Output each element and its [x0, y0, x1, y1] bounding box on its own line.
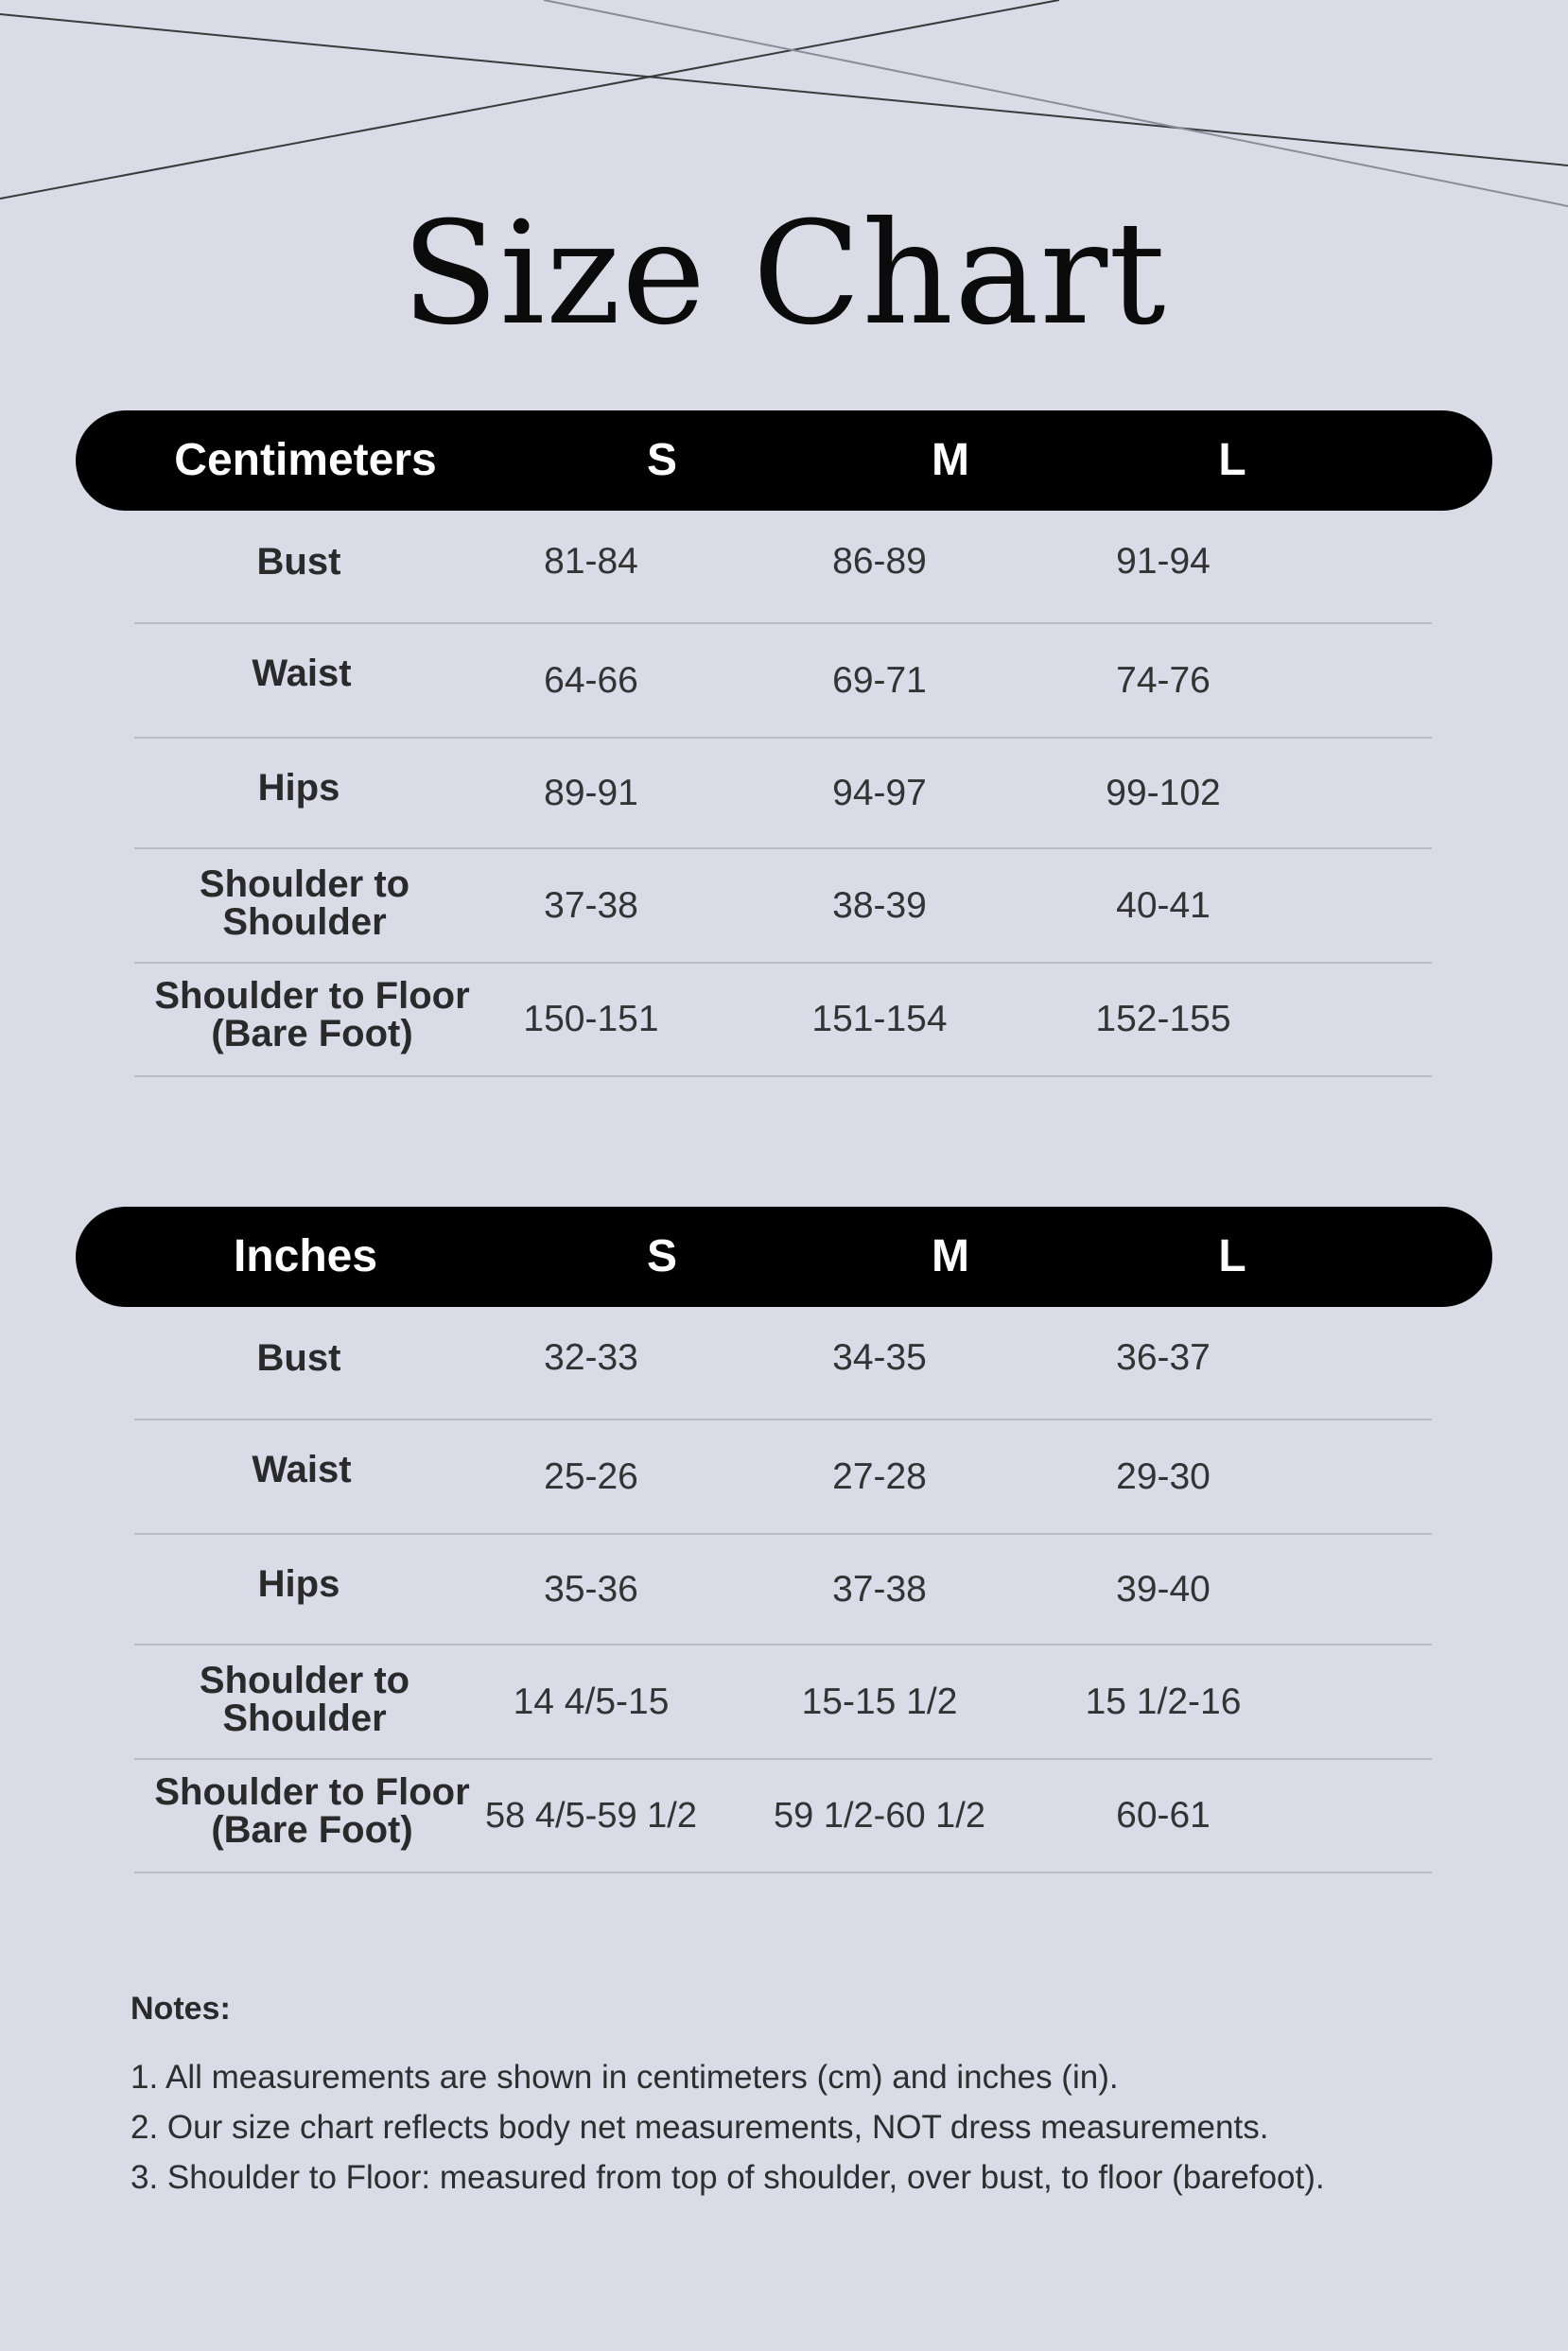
value-m: 151-154	[811, 999, 948, 1039]
value-l: 29-30	[1116, 1455, 1211, 1497]
notes-section	[131, 1991, 1511, 2203]
value-l: 40-41	[1116, 884, 1211, 926]
unit-header: Centimeters	[174, 435, 437, 485]
value-l: 99-102	[1106, 772, 1221, 813]
value-l: 15 1/2-16	[1085, 1681, 1242, 1722]
table-row	[134, 1760, 1432, 1873]
row-label: Waist	[252, 652, 352, 694]
table-row	[134, 739, 1432, 849]
value-m: 34-35	[832, 1337, 927, 1378]
size-header-l: L	[1218, 1231, 1246, 1281]
notes-title: Notes:	[131, 1991, 231, 2027]
value-m: 69-71	[832, 659, 927, 701]
note-item: 3. Shoulder to Floor: measured from top of shoulder, over bust, to floor (barefoot).	[131, 2159, 1325, 2196]
value-m: 27-28	[832, 1455, 927, 1497]
row-label: Hips	[257, 766, 340, 809]
value-s: 14 4/5-15	[513, 1681, 670, 1722]
value-l: 152-155	[1095, 999, 1231, 1039]
size-header-m: M	[932, 1231, 969, 1281]
table-row	[134, 1307, 1432, 1420]
size-table-centimeters	[76, 410, 1492, 1072]
row-label: Hips	[257, 1562, 340, 1605]
value-l: 91-94	[1116, 541, 1211, 582]
value-s: 58 4/5-59 1/2	[485, 1795, 697, 1836]
row-label: Shoulder to Shoulder	[199, 1659, 410, 1739]
table-row	[134, 1420, 1432, 1535]
table-header-bar	[76, 410, 1492, 511]
table-row	[134, 511, 1432, 624]
note-item: 1. All measurements are shown in centimeters (cm) and inches (in).	[131, 2059, 1119, 2096]
value-m: 94-97	[832, 772, 927, 813]
size-header-m: M	[932, 435, 969, 485]
value-m: 59 1/2-60 1/2	[774, 1795, 985, 1836]
table-rows	[134, 511, 1432, 1077]
table-row	[134, 1535, 1432, 1646]
value-s: 32-33	[544, 1337, 638, 1378]
value-s: 89-91	[544, 772, 638, 813]
table-row	[134, 1646, 1432, 1760]
value-m: 37-38	[832, 1568, 927, 1610]
table-row	[134, 849, 1432, 964]
value-l: 39-40	[1116, 1568, 1211, 1610]
size-table-inches	[76, 1207, 1492, 1869]
note-item: 2. Our size chart reflects body net measurements, NOT dress measurements.	[131, 2109, 1269, 2146]
value-l: 74-76	[1116, 659, 1211, 701]
table-rows	[134, 1307, 1432, 1873]
size-header-s: S	[646, 435, 677, 485]
value-m: 86-89	[832, 541, 927, 582]
value-l: 36-37	[1116, 1337, 1211, 1378]
table-header-bar	[76, 1207, 1492, 1307]
table-row	[134, 964, 1432, 1077]
size-header-l: L	[1218, 435, 1246, 485]
row-label: Waist	[252, 1448, 352, 1490]
value-s: 81-84	[544, 541, 638, 582]
unit-header: Inches	[233, 1231, 378, 1281]
row-label: Shoulder to Floor (Bare Foot)	[154, 1771, 470, 1851]
row-label: Bust	[256, 541, 341, 583]
row-label: Bust	[256, 1337, 341, 1379]
size-header-s: S	[646, 1231, 677, 1281]
row-label: Shoulder to Shoulder	[199, 862, 410, 943]
value-m: 15-15 1/2	[801, 1681, 958, 1722]
table-row	[134, 624, 1432, 739]
value-s: 37-38	[544, 884, 638, 926]
value-s: 64-66	[544, 659, 638, 701]
row-label: Shoulder to Floor (Bare Foot)	[154, 975, 470, 1054]
value-s: 25-26	[544, 1455, 638, 1497]
page-title: Size Chart	[401, 192, 1167, 357]
value-s: 150-151	[523, 999, 659, 1039]
value-s: 35-36	[544, 1568, 638, 1610]
value-m: 38-39	[832, 884, 927, 926]
value-l: 60-61	[1116, 1795, 1211, 1836]
